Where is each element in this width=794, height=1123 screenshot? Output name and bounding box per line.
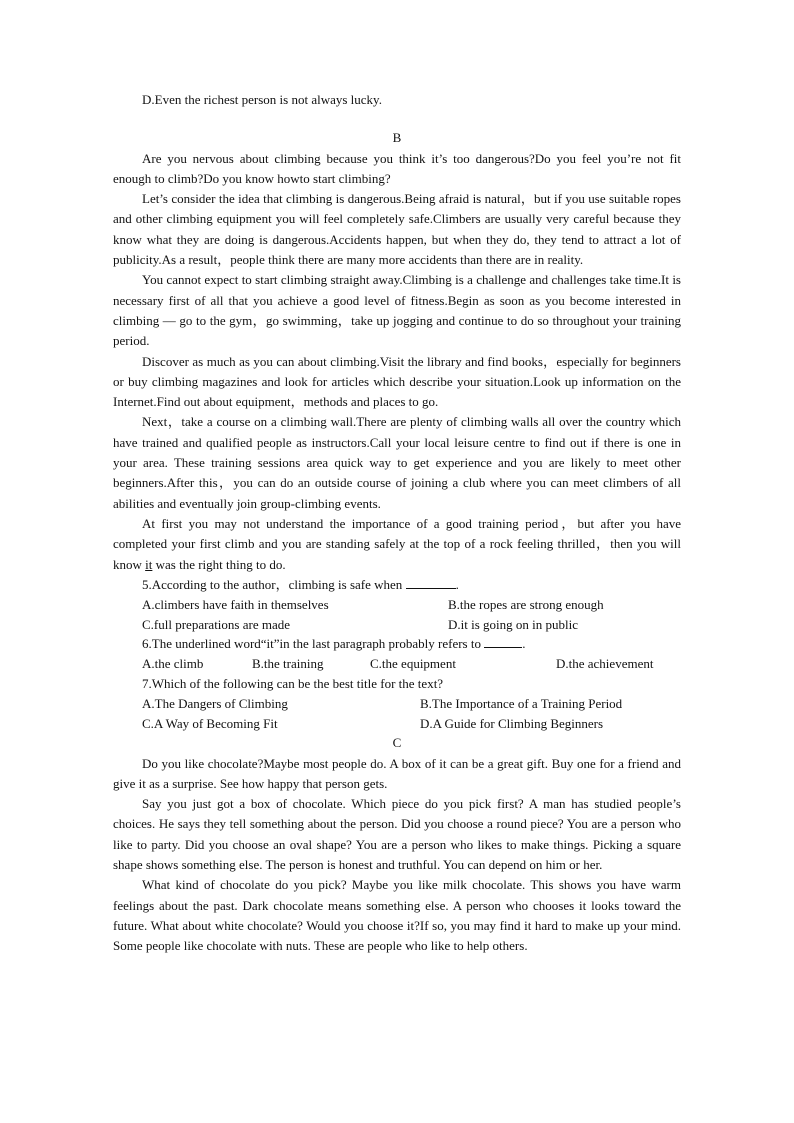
option-b: B.the training <box>252 656 324 672</box>
question-7: 7.Which of the following can be the best title for the text? <box>142 675 444 691</box>
question-7-options-row-2 <box>113 714 681 734</box>
answer-blank <box>406 576 456 589</box>
question-end: . <box>522 636 526 652</box>
option-d: D.the achievement <box>556 656 654 672</box>
previous-option-d: D.Even the richest person is not always lucky. <box>142 92 382 107</box>
passage-b-paragraph-5: Next，take a course on a climbing wall.There are plenty of climbing walls all over the country which have trained and qualified people as instructors.Call your local leisure centre to find out if there is one in your area. These training sessions area quick way to get experience and you are likely to meet other beginners.After this，you can do an outside course of joining a club where you can meet climbers of all abilities and eventually join group-climbing events. <box>113 414 681 511</box>
option-c: C.A Way of Becoming Fit <box>142 715 278 731</box>
paragraph-text: At first you may not understand the importance of a good training period，but after you have completed your first climb and you are standing safely at the top of a rock feeling thrilled，then you will know <box>113 515 681 572</box>
option-b: B.The Importance of a Training Period <box>420 696 623 712</box>
question-stem: 6.The underlined word“it”in the last paragraph probably refers to <box>142 636 485 652</box>
question-6-options <box>113 654 681 674</box>
option-a: A.the climb <box>142 656 204 672</box>
passage-c-paragraph-3: What kind of chocolate do you pick? Maybe you like milk chocolate. This shows you have warm feelings about the past. Dark chocolate means something else. A person who chooses it looks toward the future. What about white chocolate? Would you choose it?If so, you may find it hard to make up your mind. Some people like chocolate with nuts. These are people who like to help others. <box>113 877 681 954</box>
section-b-heading: B <box>392 130 402 146</box>
option-c: C.full preparations are made <box>142 616 290 632</box>
passage-c-paragraph-2: Say you just got a box of chocolate. Which piece do you pick first? A man has studied people’s choices. He says they tell something about the person. Did you choose a round piece? You are a person who like to party. Did you choose an oval shape? You are a person who likes to make things. Picking a square shape shows something else. The person is honest and truthful. You can depend on him or her. <box>113 796 681 872</box>
question-5-options-row-2 <box>113 615 681 635</box>
document-page <box>113 90 681 956</box>
question-stem: 5.According to the author，climbing is safe when <box>142 576 406 592</box>
option-a: A.climbers have faith in themselves <box>142 597 329 613</box>
question-5-options-row-1 <box>113 595 681 615</box>
passage-b-paragraph-2: Let’s consider the idea that climbing is dangerous.Being afraid is natural，but if you use suitable ropes and other climbing equipment you will feel completely safe.Climbers are usually very careful because they know what they are doing is dangerous.Accidents happen, but when they do, they tend to attract a lot of publicity.As a result，people think there are many more accidents than there are in reality. <box>113 191 681 268</box>
passage-b-paragraph-1: Are you nervous about climbing because you think it’s too dangerous?Do you feel you’re not fit enough to climb?Do you know howto start climbing? <box>113 150 681 186</box>
option-b: B.the ropes are strong enough <box>448 597 604 613</box>
option-d: D.it is going on in public <box>448 616 578 632</box>
option-a: A.The Dangers of Climbing <box>142 696 288 712</box>
passage-b-paragraph-3: You cannot expect to start climbing straight away.Climbing is a challenge and challenges take time.It is necessary first of all that you achieve a good level of fitness.Begin as soon as you become interested in climbing — go to the gym，go swimming，take up jogging and continue to do so throughout your training period. <box>113 272 681 349</box>
option-d: D.A Guide for Climbing Beginners <box>420 715 604 731</box>
section-c-heading: C <box>392 735 402 751</box>
question-5 <box>113 575 681 595</box>
passage-c-paragraph-1: Do you like chocolate?Maybe most people do. A box of it can be a great gift. Buy one for a friend and give it as a surprise. See how happy that person gets. <box>113 755 681 791</box>
question-end: . <box>455 576 459 592</box>
paragraph-text: was the right thing to do. <box>152 556 286 572</box>
question-6 <box>113 634 681 654</box>
passage-b-paragraph-4: Discover as much as you can about climbing.Visit the library and find books，especially for beginners or buy climbing magazines and look for articles which describe your situation.Look up information on the Internet.Find out about equipment，methods and places to go. <box>113 353 681 410</box>
option-c: C.the equipment <box>370 656 456 672</box>
passage-b-paragraph-6 <box>113 514 681 575</box>
question-7-options-row-1 <box>113 694 681 714</box>
answer-blank <box>484 635 522 648</box>
underlined-word: it <box>145 556 153 572</box>
